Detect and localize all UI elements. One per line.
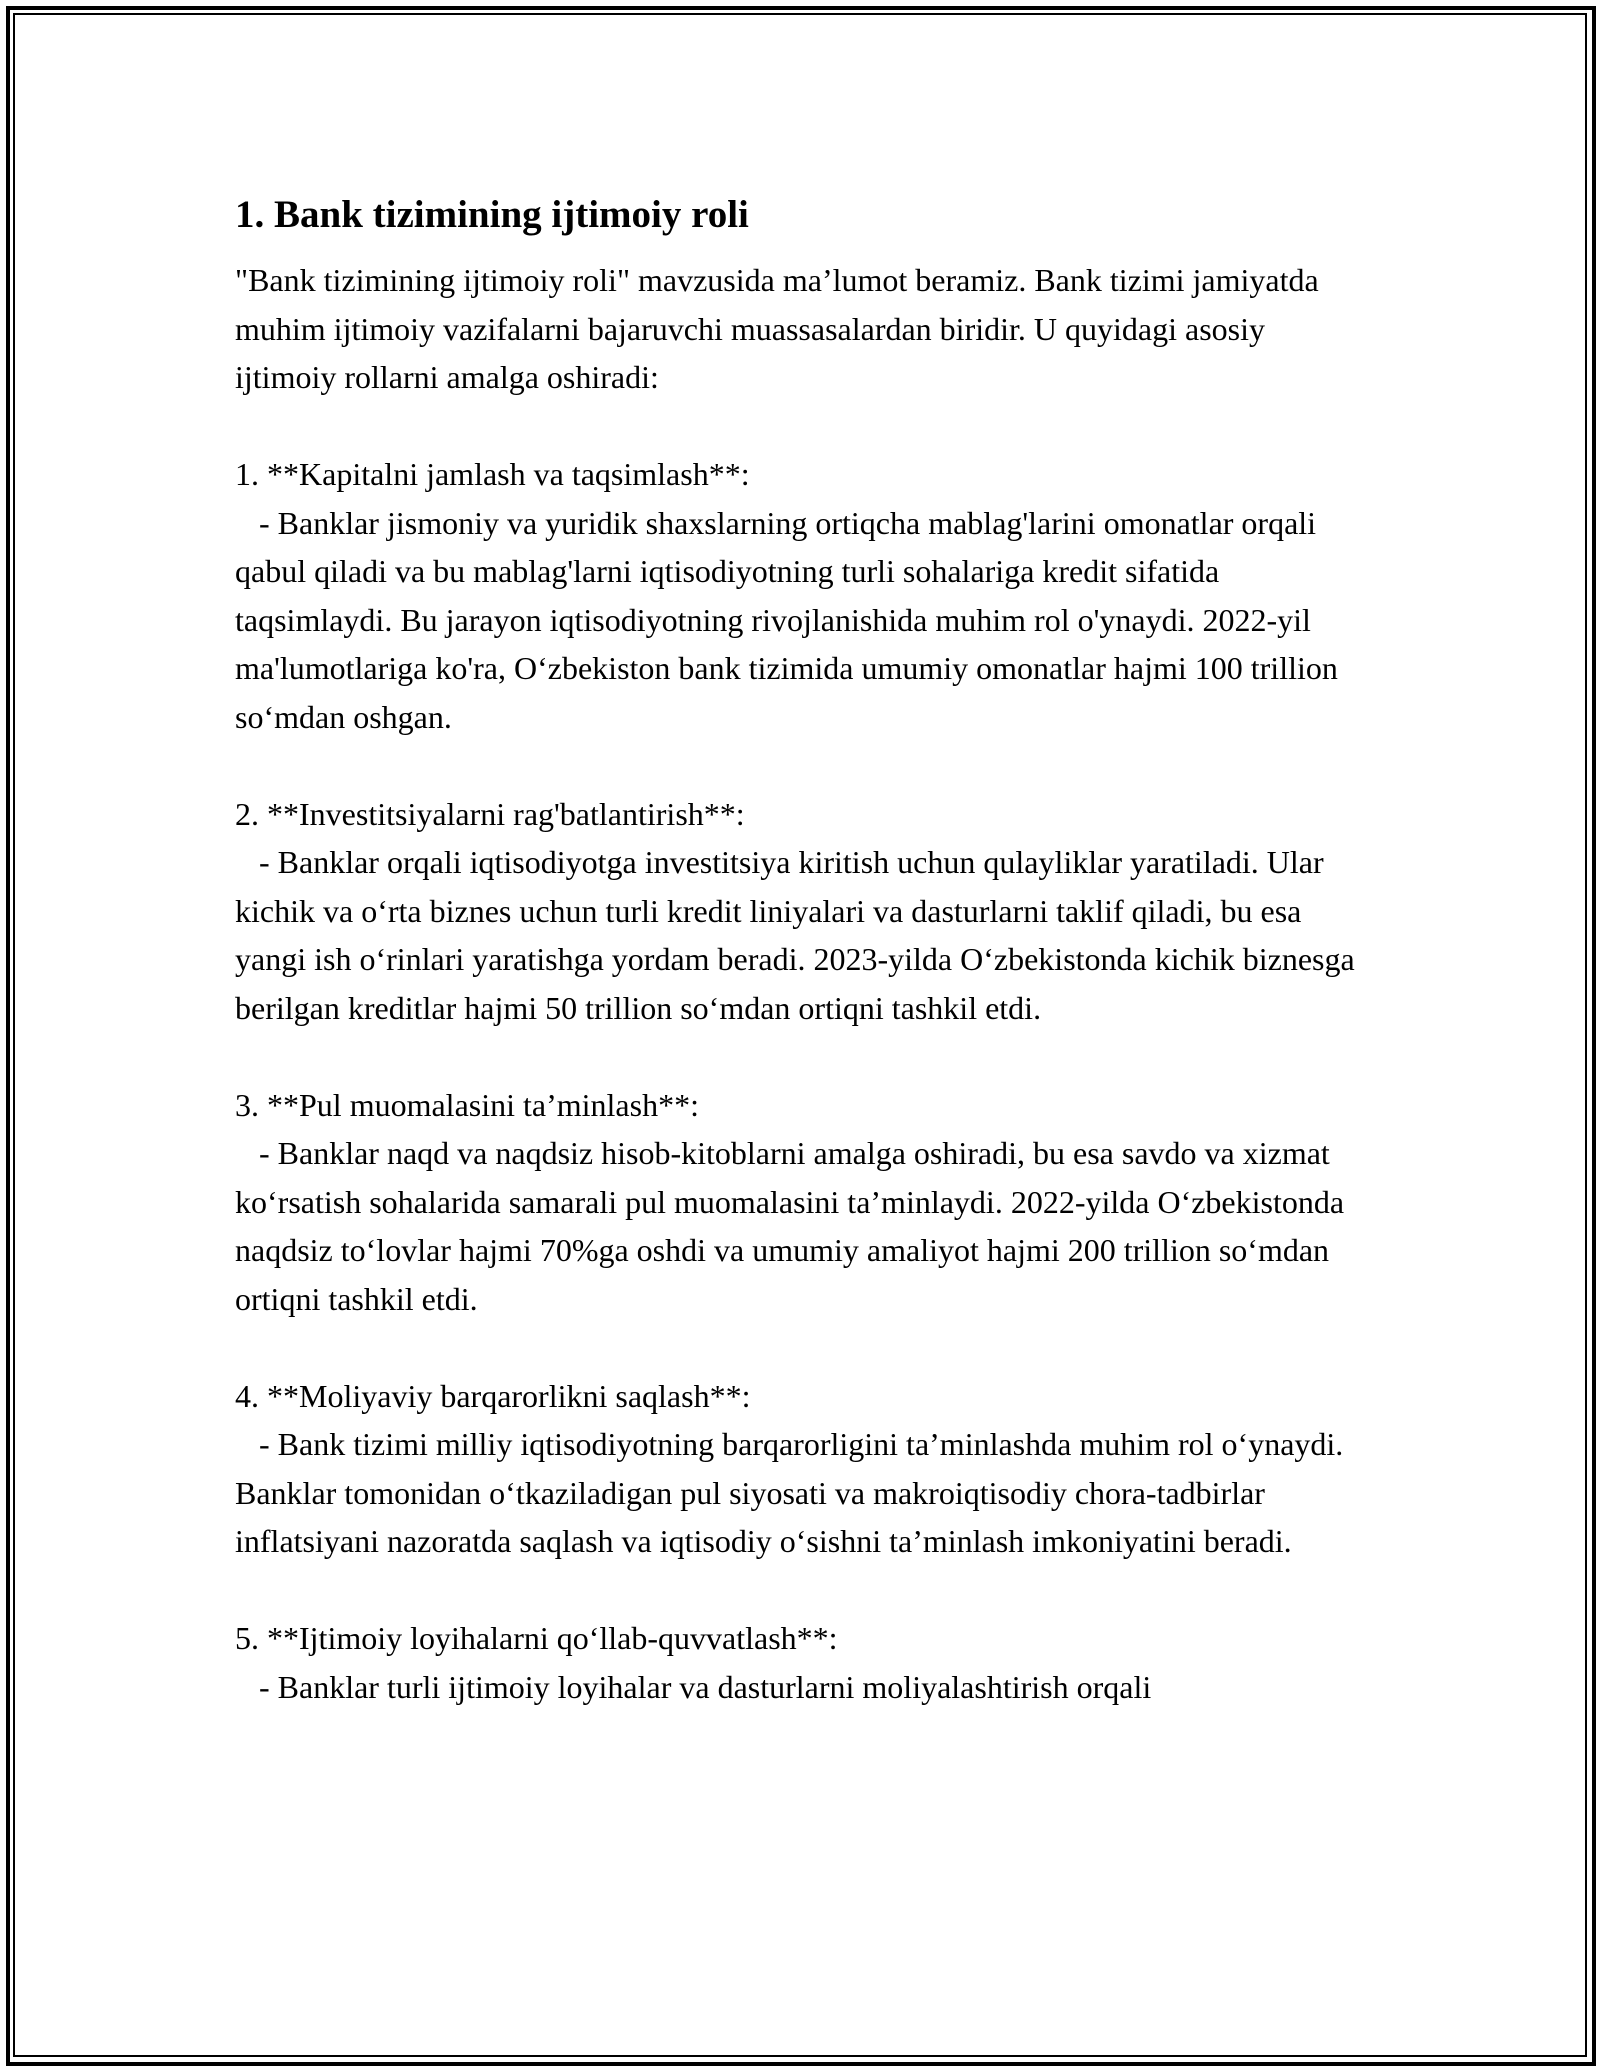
paragraph-spacer bbox=[235, 402, 1370, 451]
document-title: 1. Bank tizimining ijtimoiy roli bbox=[235, 193, 749, 236]
section-body: - Banklar orqali iqtisodiyotga investitsiya kiritish uchun qulayliklar yaratiladi. Ular kichik va o‘rta biznes uchun turli kredit liniyalari va dasturlarni taklif qiladi, bu esa yangi ish o‘rinlari yaratishga yordam beradi. 2023-yilda O‘zbekistonda kichik biznesga berilgan kreditlar hajmi 50 trillion so‘mdan ortiqni tashkil etdi. bbox=[235, 844, 1363, 1026]
paragraph-spacer bbox=[235, 1323, 1370, 1372]
paragraph-spacer bbox=[235, 1032, 1370, 1081]
paragraph-spacer bbox=[235, 1566, 1370, 1615]
section-body: - Bank tizimi milliy iqtisodiyotning barqarorligini ta’minlashda muhim rol o‘ynaydi. Banklar tomonidan o‘tkaziladigan pul siyosati va makroiqtisodiy chora-tadbirlar inflatsiyani nazoratda saqlash va iqtisodiy o‘sishni ta’minlash imkoniyatini beradi. bbox=[235, 1426, 1352, 1559]
section-heading: 4. **Moliyaviy barqarorlikni saqlash**: bbox=[235, 1377, 751, 1414]
section-body: - Banklar naqd va naqdsiz hisob-kitoblarni amalga oshiradi, bu esa savdo va xizmat ko‘rsatish sohalarida samarali pul muomalasini ta’minlaydi. 2022-yilda O‘zbekistonda naqdsiz to‘lovlar hajmi 70%ga oshdi va umumiy amaliyot hajmi 200 trillion so‘mdan ortiqni tashkil etdi. bbox=[235, 1135, 1353, 1317]
document-body bbox=[235, 186, 1370, 1711]
section-heading: 2. **Investitsiyalarni rag'batlantirish**: bbox=[235, 795, 745, 832]
section-body: - Banklar turli ijtimoiy loyihalar va dasturlarni moliyalashtirish orqali bbox=[235, 1668, 1152, 1705]
section-heading: 3. **Pul muomalasini ta’minlash**: bbox=[235, 1086, 699, 1123]
section-heading: 1. **Kapitalni jamlash va taqsimlash**: bbox=[235, 456, 750, 492]
intro-paragraph: "Bank tizimining ijtimoiy roli" mavzusida ma’lumot beramiz. Bank tizimi jamiyatda muhim ijtimoiy vazifalarni bajaruvchi muassasalardan biridir. U quyidagi asosiy ijtimoiy rollarni amalga oshiradi: bbox=[235, 262, 1327, 395]
section-body: - Banklar jismoniy va yuridik shaxslarning ortiqcha mablag'larini omonatlar orqali qabul qiladi va bu mablag'larni iqtisodiyotning turli sohalariga kredit sifatida taqsimlaydi. Bu jarayon iqtisodiyotning rivojlanishida muhim rol o'ynaydi. 2022-yil ma'lumotlariga ko'ra, O‘zbekiston bank tizimida umumiy omonatlar hajmi 100 trillion so‘mdan oshgan. bbox=[235, 504, 1346, 735]
section-heading: 5. **Ijtimoiy loyihalarni qo‘llab-quvvatlash**: bbox=[235, 1620, 838, 1656]
paragraph-spacer bbox=[235, 741, 1370, 790]
